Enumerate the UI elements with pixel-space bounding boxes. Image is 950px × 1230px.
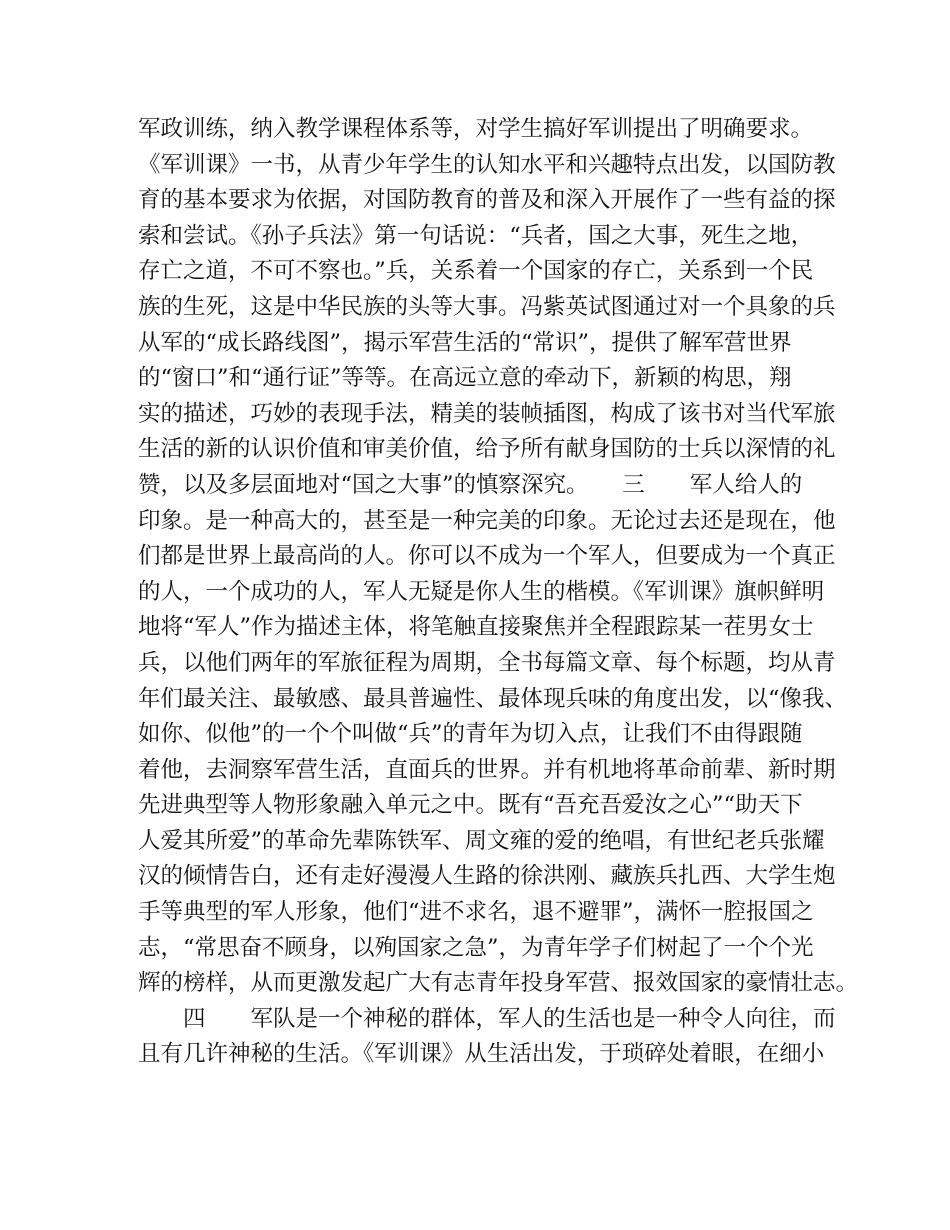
text-line-2: 《军训课》一书，从青少年学生的认知水平和兴趣特点出发，以国防教 <box>138 151 836 178</box>
text-line-4: 索和尝试。《孙子兵法》第一句话说：“兵者，国之大事，死生之地， <box>138 222 814 249</box>
text-line-19: 着他，去洞察军营生活，直面兵的世界。并有机地将革命前辈、新时期 <box>138 756 836 783</box>
text-line-17: 年们最关注、最敏感、最具普遍性、最体现兵味的角度出发，以“像我、 <box>138 685 848 712</box>
text-line-3: 育的基本要求为依据，对国防教育的普及和深入开展作了一些有益的探 <box>138 187 836 214</box>
text-line-20: 先进典型等人物形象融入单元之中。既有“吾充吾爱汝之心”“助天下 <box>138 792 803 819</box>
text-line-18: 如你、似他”的一个个叫做“兵”的青年为切入点，让我们不由得跟随 <box>138 721 803 748</box>
text-line-6: 族的生死，这是中华民族的头等大事。冯紫英试图通过对一个具象的兵 <box>138 293 836 320</box>
text-line-23: 手等典型的军人形象，他们“进不求名，退不避罪”，满怀一腔报国之 <box>138 899 814 926</box>
text-line-8: 的“窗口”和“通行证”等等。在高远立意的牵动下，新颖的构思，翔 <box>138 365 792 392</box>
text-line-1: 军政训练，纳入教学课程体系等，对学生搞好军训提出了明确要求。 <box>138 116 814 142</box>
text-line-12: 印象。是一种高大的，甚至是一种完美的印象。无论过去还是现在，他 <box>138 507 836 534</box>
text-line-24: 志，“常思奋不顾身，以殉国家之急”，为青年学子们树起了一个个光 <box>138 934 814 961</box>
text-line-9: 实的描述，巧妙的表现手法，精美的装帧插图，构成了该书对当代军旅 <box>138 400 836 427</box>
text-line-11: 赞，以及多层面地对“国之大事”的慎察深究。 三 军人给人的 <box>138 471 803 498</box>
body-text <box>138 112 859 1073</box>
text-line-25: 辉的榜样，从而更激发起广大有志青年投身军营、报效国家的豪情壮志。 <box>138 970 859 997</box>
text-line-5: 存亡之道，不可不察也。”兵，关系着一个国家的存亡，关系到一个民 <box>138 258 814 285</box>
text-line-13: 们都是世界上最高尚的人。你可以不成为一个军人，但要成为一个真正 <box>138 543 836 570</box>
text-line-7: 从军的“成长路线图”，揭示军营生活的“常识”，提供了解军营世界 <box>138 329 792 356</box>
text-line-10: 生活的新的认识价值和审美价值，给予所有献身国防的士兵以深情的礼 <box>138 436 836 463</box>
text-line-14: 的人，一个成功的人，军人无疑是你人生的楷模。《军训课》旗帜鲜明 <box>138 578 825 605</box>
text-line-27: 且有几许神秘的生活。《军训课》从生活出发，于琐碎处着眼，在细小 <box>138 1041 825 1068</box>
text-line-21: 人爱其所爱”的革命先辈陈铁军、周文雍的爱的绝唱，有世纪老兵张耀 <box>138 827 825 854</box>
text-line-16: 兵，以他们两年的军旅征程为周期，全书每篇文章、每个标题，均从青 <box>138 649 836 676</box>
text-line-15: 地将“军人”作为描述主体，将笔触直接聚焦并全程跟踪某一茬男女士 <box>138 614 814 641</box>
text-line-26: 四 军队是一个神秘的群体，军人的生活也是一种令人向往，而 <box>138 1005 836 1032</box>
text-line-22: 汉的倾情告白，还有走好漫漫人生路的徐洪刚、藏族兵扎西、大学生炮 <box>138 863 836 890</box>
